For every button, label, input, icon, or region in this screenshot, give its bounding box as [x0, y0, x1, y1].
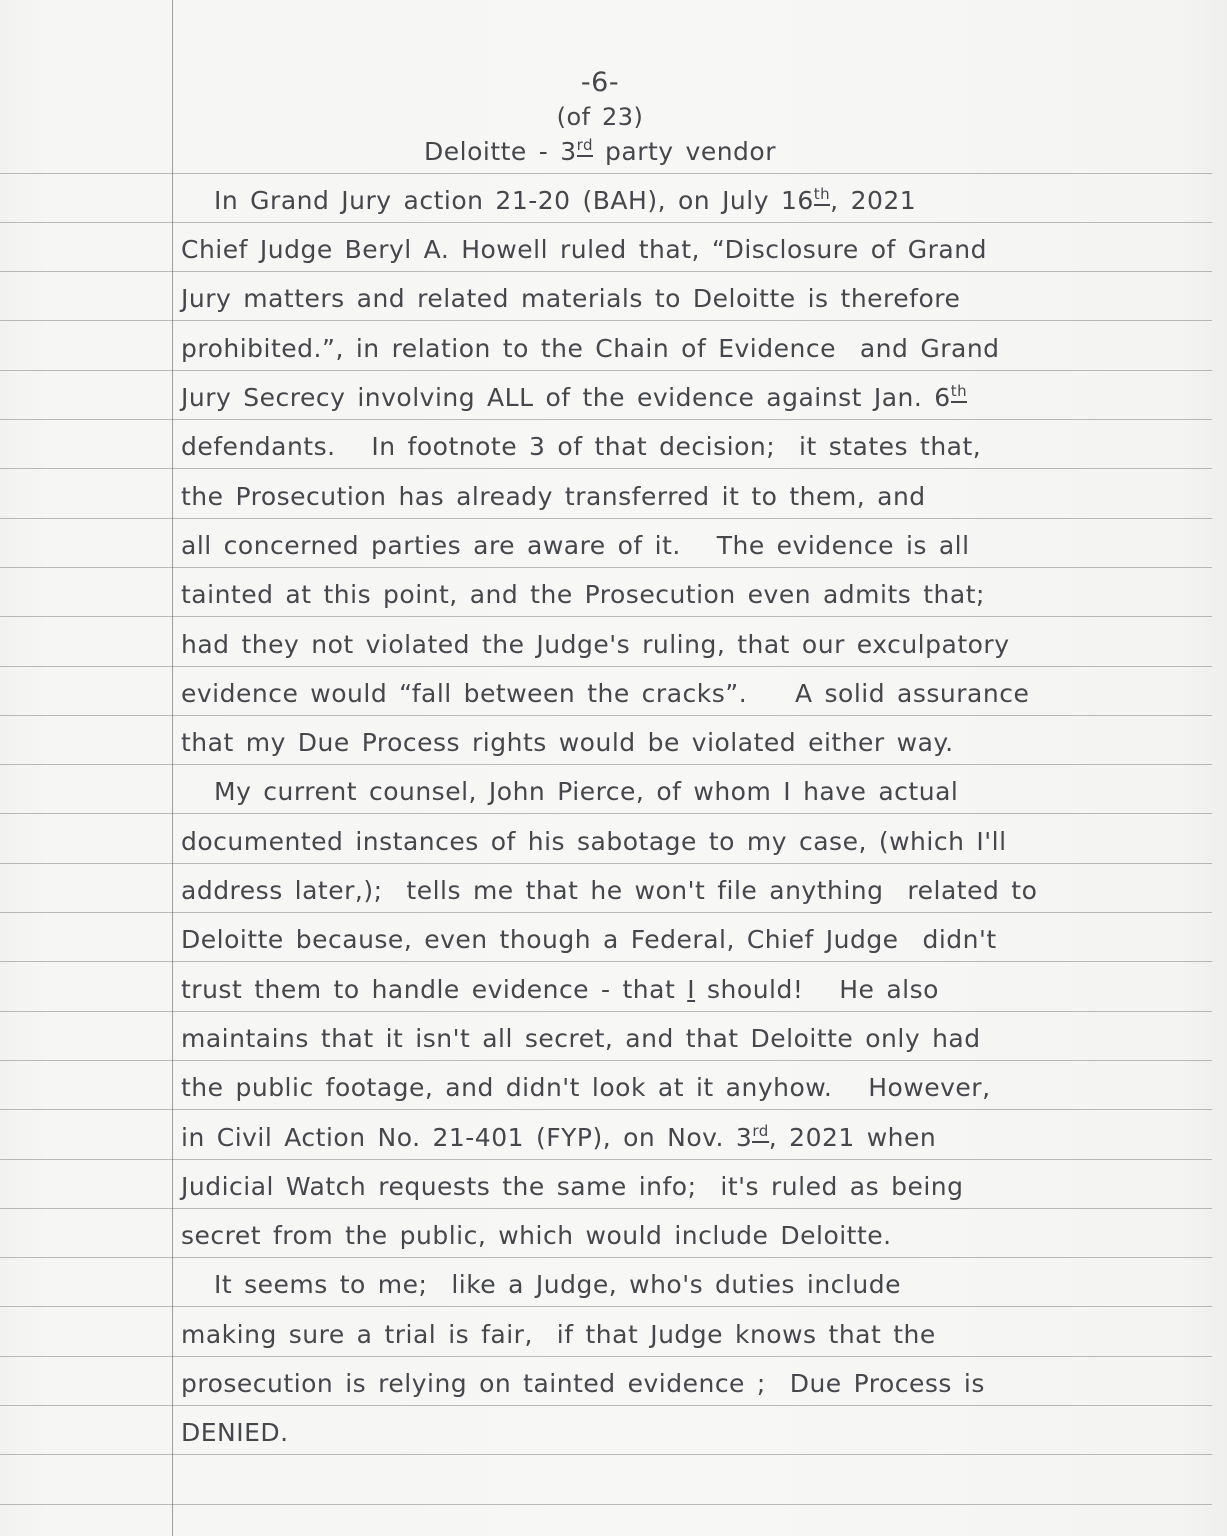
ruled-line [0, 1504, 1212, 1505]
handwritten-line: Chief Judge Beryl A. Howell ruled that, “Disclosure of Grand [181, 235, 987, 265]
handwritten-line: the Prosecution has already transferred it to them, and [181, 481, 926, 511]
handwritten-line: Jury Secrecy involving ALL of the evidence against Jan. 6th [181, 382, 968, 412]
handwritten-line: tainted at this point, and the Prosecution even admits that; [181, 580, 985, 610]
ruled-line [0, 419, 1212, 420]
ruled-line [0, 764, 1212, 765]
ruled-line [0, 1159, 1212, 1160]
handwritten-line: documented instances of his sabotage to my case, (which I'll [181, 826, 1007, 856]
ruled-line [0, 1257, 1212, 1258]
ruled-line [0, 1208, 1212, 1209]
handwritten-line: the public footage, and didn't look at it anyhow. However, [181, 1073, 991, 1103]
handwritten-line: DENIED. [181, 1418, 289, 1448]
handwritten-line: prosecution is relying on tainted evidence ; Due Process is [181, 1369, 985, 1398]
ruled-line [0, 616, 1212, 617]
margin-line [172, 0, 173, 1536]
ruled-line [0, 320, 1212, 321]
handwritten-line: had they not violated the Judge's ruling, that our exculpatory [181, 629, 1010, 659]
handwritten-line: making sure a trial is fair, if that Judge knows that the [181, 1319, 936, 1349]
ruled-line [0, 813, 1212, 814]
handwritten-line: It seems to me; like a Judge, who's duties include [214, 1270, 901, 1300]
ruled-line [0, 518, 1212, 519]
handwritten-line: secret from the public, which would include Deloitte. [181, 1221, 892, 1251]
ruled-line [0, 1454, 1212, 1455]
ruled-line [0, 912, 1212, 913]
ruled-line [0, 1060, 1212, 1061]
ruled-line [0, 1356, 1212, 1357]
handwritten-line: evidence would “fall between the cracks”. A solid assurance [181, 678, 1030, 708]
ordinal-superscript: th [814, 185, 830, 206]
page-total: (of 23) [556, 103, 644, 131]
handwritten-line: Judicial Watch requests the same info; it's ruled as being [181, 1171, 964, 1201]
handwritten-line: prohibited.”, in relation to the Chain of Evidence and Grand [181, 333, 1000, 363]
ruled-line [0, 468, 1212, 469]
ruled-line [0, 1109, 1212, 1110]
ruled-line [0, 715, 1212, 716]
ordinal-superscript: rd [577, 136, 593, 157]
handwritten-line: trust them to handle evidence - that I should! He also [181, 974, 939, 1004]
handwritten-line: that my Due Process rights would be violated either way. [181, 728, 954, 758]
ruled-line [0, 271, 1212, 272]
ruled-line [0, 370, 1212, 371]
handwritten-line: defendants. In footnote 3 of that decision; it states that, [181, 432, 982, 462]
handwritten-line: In Grand Jury action 21-20 (BAH), on July 16th, 2021 [214, 184, 917, 215]
ruled-line [0, 666, 1212, 667]
handwritten-line: Deloitte because, even though a Federal, Chief Judge didn't [181, 925, 997, 955]
ruled-line [0, 1306, 1212, 1307]
page-number: -6- [580, 67, 620, 98]
ruled-line [0, 961, 1212, 962]
ordinal-superscript: th [951, 382, 967, 403]
handwritten-line: My current counsel, John Pierce, of whom I have actual [214, 777, 959, 807]
underlined-word: I [687, 974, 696, 1004]
handwritten-line: address later,); tells me that he won't file anything related to [181, 876, 1038, 905]
ruled-line [0, 567, 1212, 568]
handwritten-line: maintains that it isn't all secret, and that Deloitte only had [181, 1023, 981, 1053]
page-title: Deloitte - 3rd party vendor [424, 136, 776, 166]
handwritten-line: all concerned parties are aware of it. The evidence is all [181, 530, 970, 560]
handwritten-line: Jury matters and related materials to Deloitte is therefore [181, 284, 961, 314]
ordinal-superscript: rd [752, 1122, 768, 1143]
handwritten-line: in Civil Action No. 21-401 (FYP), on Nov. 3rd, 2021 when [181, 1121, 937, 1152]
ruled-line [0, 1011, 1212, 1012]
ruled-line [0, 222, 1212, 223]
ruled-line [0, 863, 1212, 864]
ruled-line [0, 1405, 1212, 1406]
